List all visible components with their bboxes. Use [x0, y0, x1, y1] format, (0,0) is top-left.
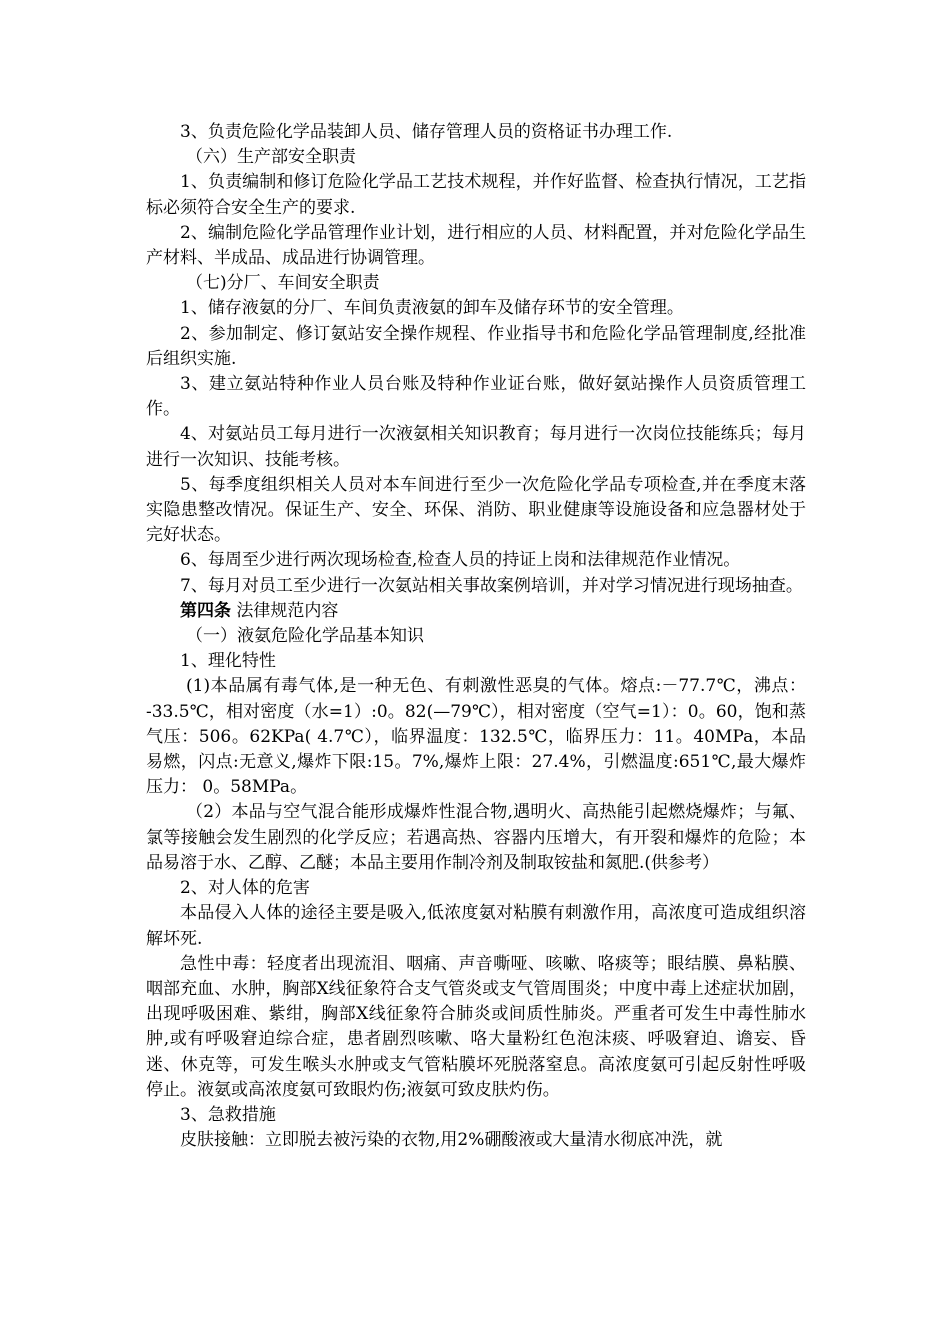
- paragraph: （2）本品与空气混合能形成爆炸性混合物,遇明火、高热能引起燃烧爆炸；与氟、氯等接触会发生剧烈的化学反应；若遇高热、容器内压增大，有开裂和爆炸的危险；本品易溶于水、乙醇、乙醚；本品主要用作制冷剂及制取铵盐和氮肥.(供参考）: [146, 802, 806, 873]
- document-page: [146, 120, 806, 1153]
- paragraph: 急性中毒：轻度者出现流泪、咽痛、声音嘶哑、咳嗽、咯痰等；眼结膜、鼻粘膜、咽部充血、水肿，胸部X线征象符合支气管炎或支气管周围炎；中度中毒上述症状加剧，出现呼吸困难、紫绀，胸部X线征象符合肺炎或间质性肺炎。严重者可发生中毒性肺水肿,或有呼吸窘迫综合症，患者剧烈咳嗽、咯大量粉红色泡沫痰、呼吸窘迫、谵妄、昏迷、休克等，可发生喉头水肿或支气管粘膜坏死脱落窒息。高浓度氨可引起反射性呼吸停止。液氨或高浓度氨可致眼灼伤;液氨可致皮肤灼伤。: [146, 953, 806, 1100]
- paragraph: （一）液氨危险化学品基本知识: [186, 626, 424, 647]
- paragraph: 皮肤接触：立即脱去被污染的衣物,用2%硼酸液或大量清水彻底冲洗，就: [180, 1130, 723, 1151]
- paragraph: 2、编制危险化学品管理作业计划，进行相应的人员、材料配置，并对危险化学品生产材料、半成品、成品进行协调管理。: [146, 222, 806, 269]
- article-title: 法律规范内容: [231, 600, 339, 621]
- paragraph: 2、参加制定、修订氨站安全操作规程、作业指导书和危险化学品管理制度,经批准后组织实施.: [146, 323, 806, 369]
- article-number: 第四条: [180, 600, 231, 621]
- paragraph: 本品侵入人体的途径主要是吸入,低浓度氨对粘膜有刺激作用，高浓度可造成组织溶解坏死.: [146, 903, 806, 949]
- paragraph: 3、负责危险化学品装卸人员、储存管理人员的资格证书办理工作.: [180, 122, 673, 142]
- paragraph: 3、建立氨站特种作业人员台账及特种作业证台账，做好氨站操作人员资质管理工作。: [146, 374, 806, 420]
- paragraph: 5、每季度组织相关人员对本车间进行至少一次危险化学品专项检查,并在季度末落实隐患整改情况。保证生产、安全、环保、消防、职业健康等设施设备和应急器材处于完好状态。: [146, 474, 806, 546]
- article-heading: [146, 599, 806, 624]
- paragraph: 7、每月对员工至少进行一次氨站相关事故案例培训，并对学习情况进行现场抽查。: [180, 575, 803, 596]
- paragraph: 1、储存液氨的分厂、车间负责液氨的卸车及储存环节的安全管理。: [180, 298, 684, 319]
- paragraph: （六）生产部安全职责: [186, 147, 356, 168]
- paragraph: 6、每周至少进行两次现场检查,检查人员的持证上岗和法律规范作业情况。: [180, 550, 741, 571]
- paragraph: （七)分厂、车间安全职责: [186, 273, 380, 294]
- paragraph: 4、对氨站员工每月进行一次液氨相关知识教育；每月进行一次岗位技能练兵；每月进行一次知识、技能考核。: [146, 424, 806, 470]
- section-duties: [146, 120, 806, 599]
- paragraph: 1、理化特性: [180, 651, 276, 672]
- paragraph: 2、对人体的危害: [180, 878, 310, 899]
- paragraph: 1、负责编制和修订危险化学品工艺技术规程，并作好监督、检查执行情况，工艺指标必须符合安全生产的要求.: [146, 172, 806, 218]
- paragraph: 3、急救措施: [180, 1104, 276, 1125]
- section-legal-content: [146, 624, 806, 1153]
- paragraph: (1)本品属有毒气体,是一种无色、有刺激性恶臭的气体。熔点:－77.7℃，沸点： -33.5℃，相对密度（水=1）:0。82(—79℃），相对密度（空气=1）：0。60，饱和蒸气压：506。62KPa( 4.7℃），临界温度：132.5℃，临界压力：11。40MPa，本品易燃，闪点:无意义,爆炸下限:15。7%,爆炸上限：27.4%，引燃温度:651℃,最大爆炸压力： 0。58MPa。: [146, 676, 806, 798]
